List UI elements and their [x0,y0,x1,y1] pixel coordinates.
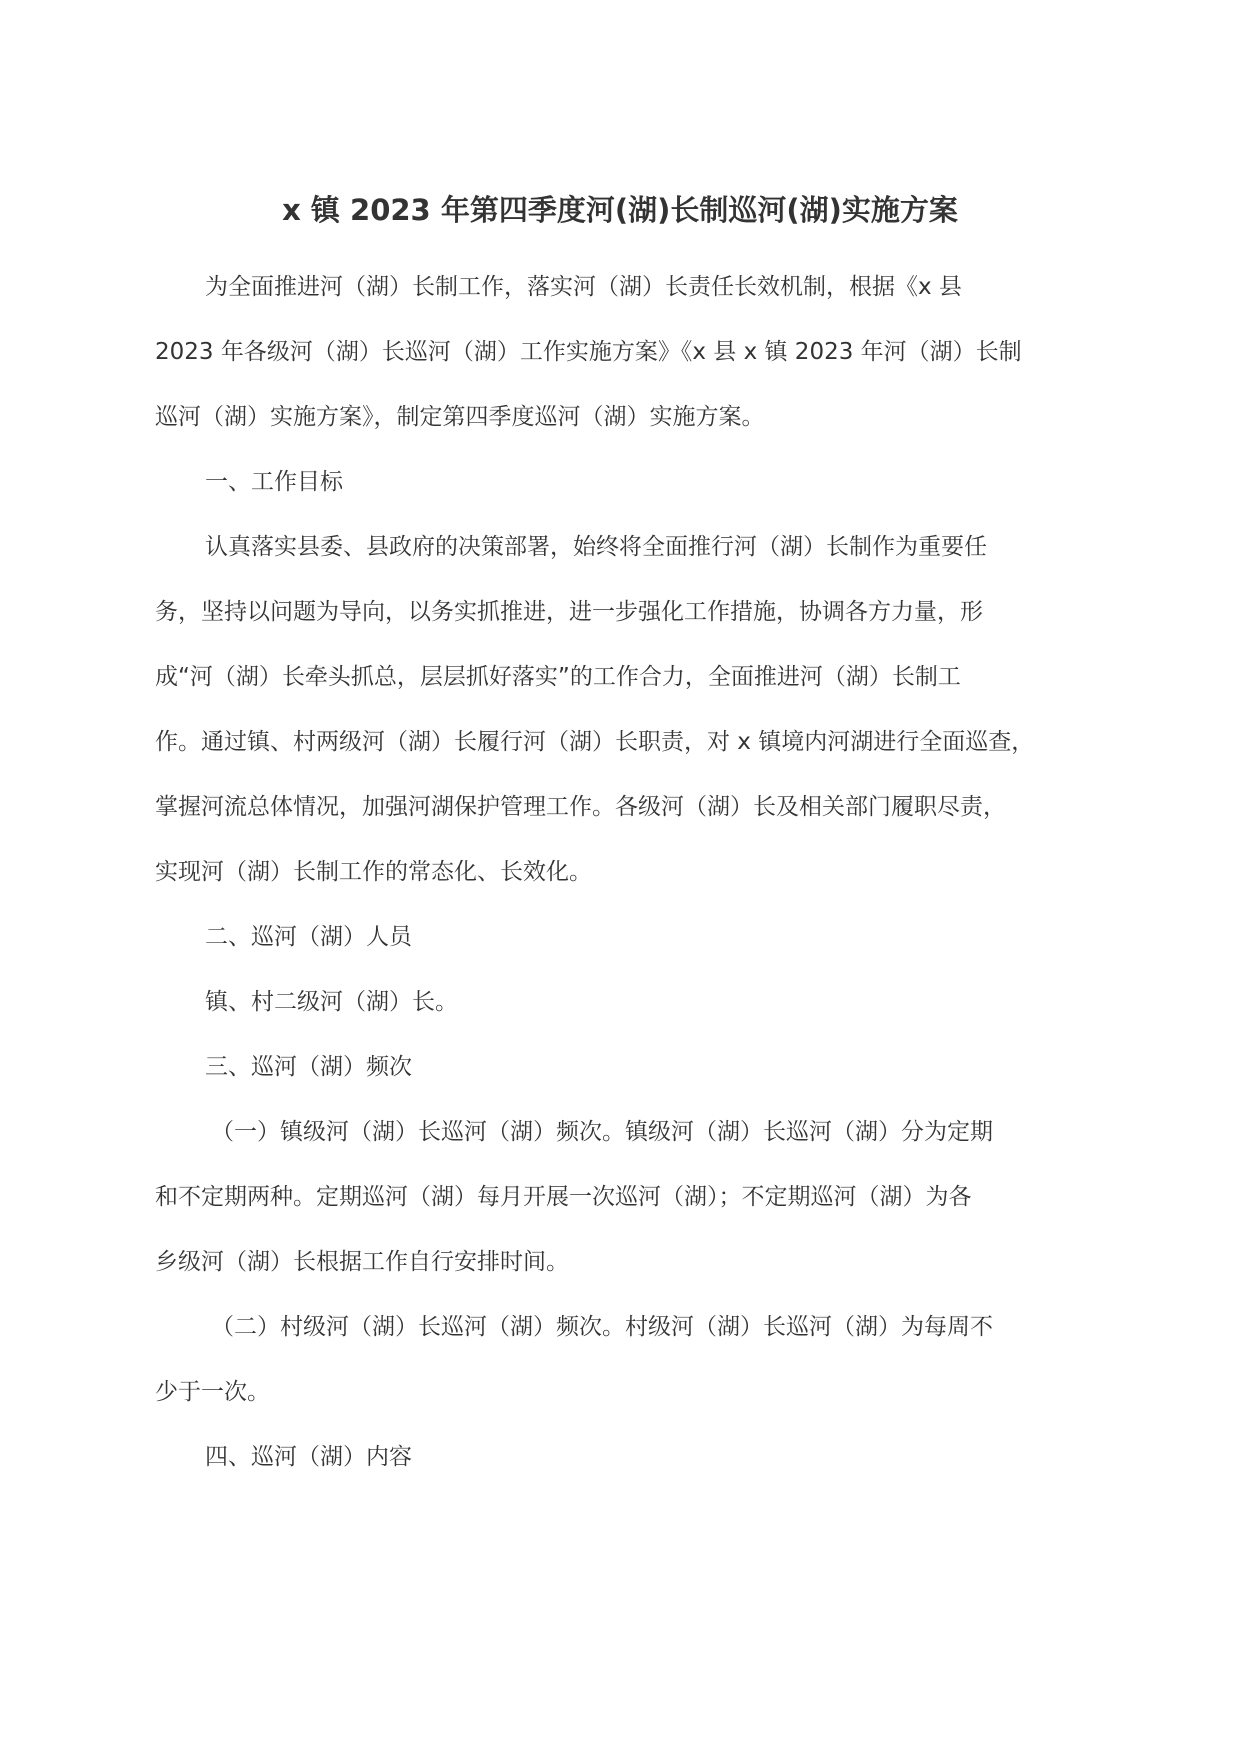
document-title: x 镇 2023 年第四季度河(湖)长制巡河(湖)实施方案 [282,193,958,227]
section-heading-3: 三、巡河（湖）频次 [205,1054,412,1080]
paragraph-intro-line-3: 巡河（湖）实施方案》，制定第四季度巡河（湖）实施方案。 [155,404,765,430]
paragraph-town-frequency-line-1: （一）镇级河（湖）长巡河（湖）频次。镇级河（湖）长巡河（湖）分为定期 [211,1119,993,1145]
paragraph-goal-line-3: 成“河（湖）长牵头抓总，层层抓好落实”的工作合力，全面推进河（湖）长制工 [155,664,961,690]
paragraph-personnel: 镇、村二级河（湖）长。 [205,989,458,1015]
paragraph-village-frequency-line-2: 少于一次。 [155,1379,270,1405]
section-heading-1: 一、工作目标 [205,469,343,495]
section-heading-2: 二、巡河（湖）人员 [205,924,412,950]
document-body [155,255,1095,1490]
paragraph-intro-line-2: 2023 年各级河（湖）长巡河（湖）工作实施方案》《x 县 x 镇 2023 年河（湖）长制 [155,339,1022,365]
paragraph-goal-line-6: 实现河（湖）长制工作的常态化、长效化。 [155,859,592,885]
paragraph-intro-line-1: 为全面推进河（湖）长制工作，落实河（湖）长责任长效机制，根据《x 县 [205,274,962,300]
paragraph-goal-line-1: 认真落实县委、县政府的决策部署，始终将全面推行河（湖）长制作为重要任 [205,534,987,560]
paragraph-goal-line-5: 掌握河流总体情况，加强河湖保护管理工作。各级河（湖）长及相关部门履职尽责， [155,794,1006,820]
section-heading-4: 四、巡河（湖）内容 [205,1444,412,1470]
paragraph-goal-line-2: 务，坚持以问题为导向，以务实抓推进，进一步强化工作措施，协调各方力量，形 [155,599,983,625]
paragraph-town-frequency-line-3: 乡级河（湖）长根据工作自行安排时间。 [155,1249,569,1275]
paragraph-goal-line-4: 作。通过镇、村两级河（湖）长履行河（湖）长职责，对 x 镇境内河湖进行全面巡查， [155,729,1035,755]
paragraph-village-frequency-line-1: （二）村级河（湖）长巡河（湖）频次。村级河（湖）长巡河（湖）为每周不 [211,1314,993,1340]
paragraph-town-frequency-line-2: 和不定期两种。定期巡河（湖）每月开展一次巡河（湖）；不定期巡河（湖）为各 [155,1184,972,1210]
